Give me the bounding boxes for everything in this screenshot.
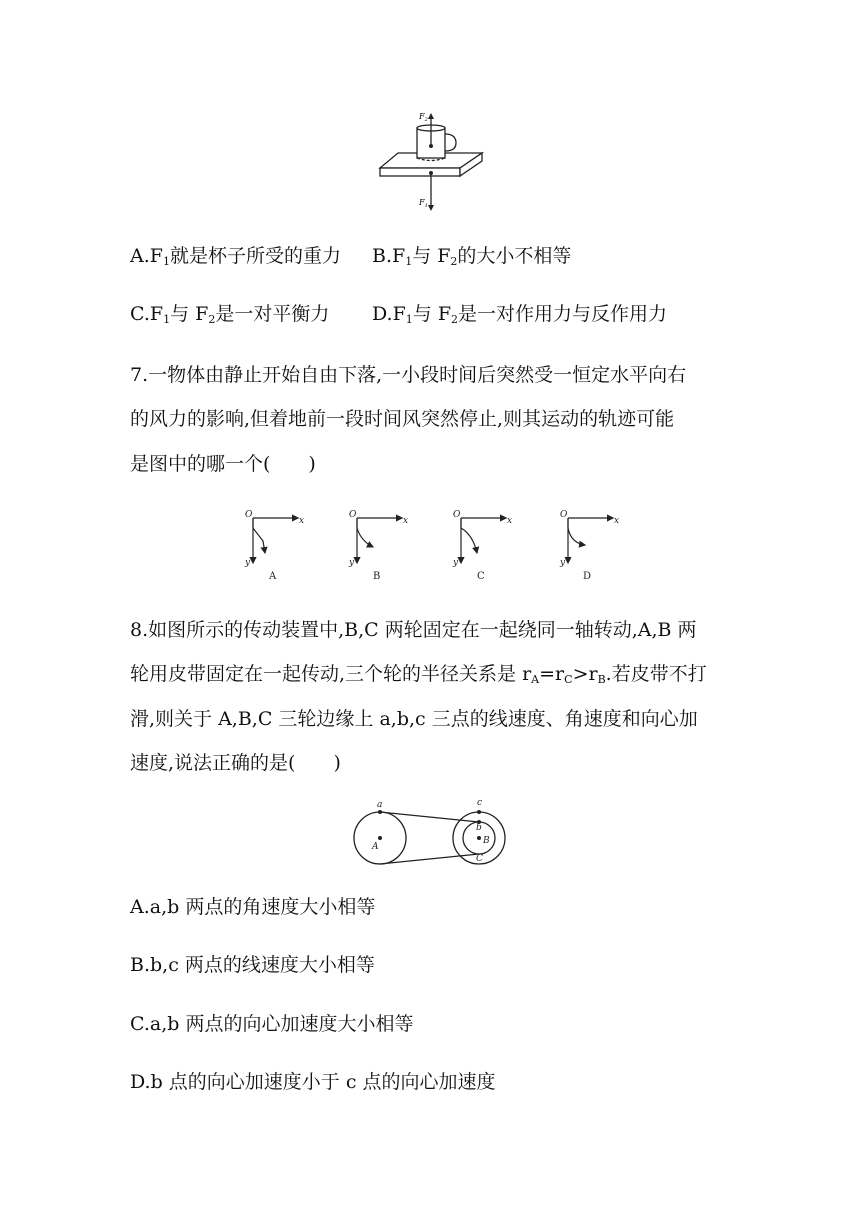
label-b: B	[373, 571, 381, 582]
svg-text:B: B	[483, 836, 490, 846]
svg-text:x: x	[614, 516, 620, 526]
q8-option-b: B.b,c 两点的线速度大小相等	[130, 954, 375, 976]
f2-label: $F_2$	[419, 112, 428, 123]
q6-option-c: $C.F_1$与 $F_2$是一对平衡力	[130, 303, 330, 326]
svg-text:x: x	[299, 516, 305, 526]
svg-text:x: x	[507, 516, 513, 526]
svg-text:b: b	[476, 823, 482, 833]
svg-text:C: C	[476, 854, 483, 864]
q8-stem-line-4: 速度,说法正确的是( )	[130, 752, 341, 774]
q7-stem-line-3: 是图中的哪一个( )	[130, 453, 316, 475]
trajectory-panel-b	[357, 518, 402, 563]
svg-text:a: a	[377, 800, 383, 810]
q7-stem-line-1: 7.一物体由静止开始自由下落,一小段时间后突然受一恒定水平向右	[130, 364, 687, 386]
q8-option-c: C.a,b 两点的向心加速度大小相等	[130, 1013, 414, 1035]
board-front	[380, 168, 460, 176]
belt-drive-figure	[350, 795, 515, 870]
svg-text:O: O	[453, 510, 461, 520]
cup-force-figure	[370, 105, 490, 215]
svg-text:y: y	[560, 558, 566, 568]
svg-text:c: c	[477, 798, 483, 808]
svg-text:O: O	[349, 510, 357, 520]
label-d: D	[583, 571, 592, 582]
svg-text:x: x	[403, 516, 409, 526]
svg-text:y: y	[245, 558, 251, 568]
q8-option-a: A.a,b 两点的角速度大小相等	[130, 896, 376, 918]
svg-text:O: O	[245, 510, 253, 520]
q6-option-b: $B.F_1$与 $F_2$的大小不相等	[372, 245, 572, 268]
trajectory-figure	[235, 503, 625, 588]
trajectory-panel-a	[253, 518, 298, 563]
q8-stem-line-2: 轮用皮带固定在一起传动,三个轮的半径关系是 $r_A=r_C>r_B$.若皮带不打	[130, 663, 707, 686]
q7-stem-line-2: 的风力的影响,但着地前一段时间风突然停止,则其运动的轨迹可能	[130, 408, 675, 430]
label-c: C	[477, 571, 485, 582]
svg-text:y: y	[453, 558, 459, 568]
svg-text:A: A	[372, 842, 379, 852]
trajectory-panel-d	[568, 518, 613, 563]
svg-text:O: O	[560, 510, 568, 520]
q8-stem-line-3: 滑,则关于 A,B,C 三轮边缘上 a,b,c 三点的线速度、角速度和向心加	[130, 708, 698, 730]
trajectory-panel-c	[461, 518, 506, 563]
cup-handle	[445, 134, 456, 151]
q8-option-d: D.b 点的向心加速度小于 c 点的向心加速度	[130, 1071, 496, 1093]
svg-text:y: y	[349, 558, 355, 568]
q6-option-a: $A.F_1$就是杯子所受的重力	[130, 245, 341, 268]
q6-option-d: $D.F_1$与 $F_2$是一对作用力与反作用力	[372, 303, 668, 326]
f1-label: $F_1$	[419, 198, 428, 209]
q8-stem-line-1: 8.如图所示的传动装置中,B,C 两轮固定在一起绕同一轴转动,A,B 两	[130, 619, 697, 641]
label-a: A	[269, 571, 277, 582]
